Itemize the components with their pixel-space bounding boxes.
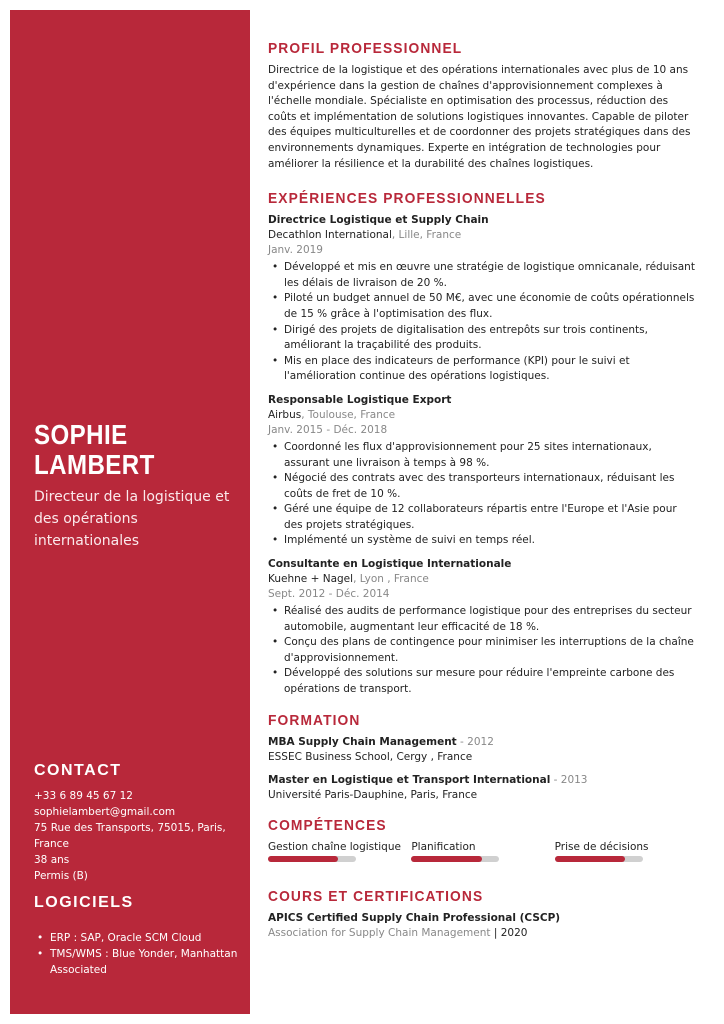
experience-company: [268, 228, 698, 243]
candidate-name: [34, 420, 215, 480]
skill-level-bar: [411, 856, 499, 862]
bullet-item: • Développé et mis en œuvre une stratégie de logistique omnicanale, réduisant les délais de livraison de 20 %.: [268, 260, 698, 291]
contact-list: [34, 788, 234, 884]
contact-address: 75 Rue des Transports, 75015, Paris, France: [34, 822, 226, 850]
skill-level-fill: [268, 856, 338, 862]
skill-level-bar: [268, 856, 356, 862]
experience-bullets: [268, 260, 698, 385]
education-school: Université Paris-Dauphine, Paris, France: [268, 788, 478, 801]
experience-company: [268, 572, 698, 587]
skill-item: [268, 840, 411, 862]
skill-level-bar: [555, 856, 643, 862]
skills-section: [268, 817, 698, 862]
bullet-item: • Piloté un budget annuel de 50 M€, avec une économie de coûts opérationnels de 15 % grâce à l'optimisation des flux.: [268, 291, 698, 322]
skills-list: [268, 840, 698, 862]
certification-separator: |: [490, 926, 501, 939]
education-section: [268, 712, 698, 803]
skills-heading: COMPÉTENCES: [268, 816, 387, 834]
main-content: [268, 40, 698, 941]
contact-email: sophielambert@gmail.com: [34, 806, 176, 818]
company-location: , Lyon , France: [353, 573, 429, 586]
degree-name: MBA Supply Chain Management: [268, 735, 457, 748]
bullet-item: • Géré une équipe de 12 collaborateurs répartis entre l'Europe et l'Asie pour des projets stratégiques.: [268, 502, 698, 533]
bullet-item: • Conçu des plans de contingence pour minimiser les interruptions de la chaîne d'approvisionnement.: [268, 635, 698, 666]
experience-dates: Janv. 2019: [268, 244, 323, 257]
profile-section: [268, 40, 698, 172]
education-degree: [268, 773, 698, 788]
experience-dates: Janv. 2015 - Déc. 2018: [268, 423, 388, 436]
experience-bullets: [268, 440, 698, 549]
last-name: LAMBERT: [34, 449, 155, 480]
degree-year: - 2013: [550, 773, 588, 786]
bullet-item: • Réalisé des audits de performance logistique pour des entreprises du secteur automobile, augmentant leur efficacité de 18 %.: [268, 604, 698, 635]
first-name: SOPHIE: [34, 419, 128, 450]
experience-bullets: [268, 604, 698, 698]
skill-level-fill: [411, 856, 481, 862]
skill-item: [555, 840, 698, 862]
experience-title: Responsable Logistique Export: [268, 393, 452, 406]
education-item: [268, 773, 698, 803]
experience-heading: EXPÉRIENCES PROFESSIONNELLES: [268, 190, 546, 208]
candidate-job-title: Directeur de la logistique et des opérations internationales: [34, 489, 230, 549]
education-heading: FORMATION: [268, 711, 361, 729]
contact-phone: +33 6 89 45 67 12: [34, 790, 133, 802]
software-item: • TMS/WMS : Blue Yonder, Manhattan Associated: [34, 946, 239, 978]
certification-year: 2020: [500, 926, 528, 939]
contact-license: Permis (B): [34, 870, 88, 882]
experience-dates: Sept. 2012 - Déc. 2014: [268, 588, 390, 601]
certification-title: APICS Certified Supply Chain Professional (CSCP): [268, 911, 561, 924]
experience-title: Consultante en Logistique Internationale: [268, 558, 512, 571]
profile-heading: PROFIL PROFESSIONNEL: [268, 40, 463, 57]
experience-item: [268, 557, 698, 698]
software-list: [34, 930, 239, 978]
contact-age: 38 ans: [34, 854, 70, 866]
bullet-item: • Développé des solutions sur mesure pour réduire l'empreinte carbone des opérations de transport.: [268, 666, 698, 697]
education-degree: [268, 735, 698, 750]
software-heading: LOGICIELS: [34, 894, 134, 911]
bullet-item: • Dirigé des projets de digitalisation des entrepôts sur trois continents, améliorant la traçabilité des produits.: [268, 323, 698, 354]
software-item: • ERP : SAP, Oracle SCM Cloud: [34, 930, 239, 946]
skill-level-fill: [555, 856, 625, 862]
certifications-heading: COURS ET CERTIFICATIONS: [268, 887, 484, 905]
skill-label: Prise de décisions: [554, 840, 649, 853]
skill-label: Gestion chaîne logistique: [268, 840, 401, 853]
degree-name: Master en Logistique et Transport International: [268, 773, 551, 786]
skill-label: Planification: [411, 840, 476, 853]
bullet-item: • Négocié des contrats avec des transporteurs internationaux, réduisant les coûts de fret de 10 %.: [268, 471, 698, 502]
sidebar: [10, 10, 250, 1014]
experience-item: [268, 213, 698, 385]
bullet-item: • Implémenté un système de suivi en temps réel.: [268, 533, 698, 549]
education-school: ESSEC Business School, Cergy , France: [268, 750, 473, 763]
profile-text: Directrice de la logistique et des opérations internationales avec plus de 10 ans d'expérience dans la gestion de chaînes d'approvisionnement complexes à l'échelle mondiale. Spécialiste en optimisation des processus, réduction des coûts et implémentation de solutions logistiques innovantes. Capable de piloter des équipes multiculturelles et de coordonner des projets stratégiques dans des environnements dynamiques. Experte en intégration de technologies pour améliorer la résilience et la durabilité des chaînes logistiques.: [268, 64, 691, 170]
company-location: , Toulouse, France: [301, 408, 396, 421]
certification-source: [268, 926, 698, 941]
company-name: Decathlon International: [268, 229, 392, 242]
bullet-item: • Coordonné les flux d'approvisionnement pour 25 sites internationaux, assurant une livraison à temps à 98 %.: [268, 440, 698, 471]
experience-company: [268, 408, 698, 423]
company-location: , Lille, France: [391, 229, 462, 242]
education-item: [268, 735, 698, 765]
certifications-section: [268, 888, 698, 941]
company-name: Kuehne + Nagel: [268, 573, 354, 586]
experience-title: Directrice Logistique et Supply Chain: [268, 214, 489, 227]
bullet-item: • Mis en place des indicateurs de performance (KPI) pour le suivi et l'amélioration continue des opérations logistiques.: [268, 354, 698, 385]
skill-item: [411, 840, 554, 862]
experience-section: [268, 190, 698, 697]
company-name: Airbus: [268, 408, 302, 421]
experience-item: [268, 393, 698, 549]
contact-heading: CONTACT: [34, 762, 122, 779]
certification-org: Association for Supply Chain Management: [268, 926, 491, 939]
degree-year: - 2012: [456, 735, 494, 748]
